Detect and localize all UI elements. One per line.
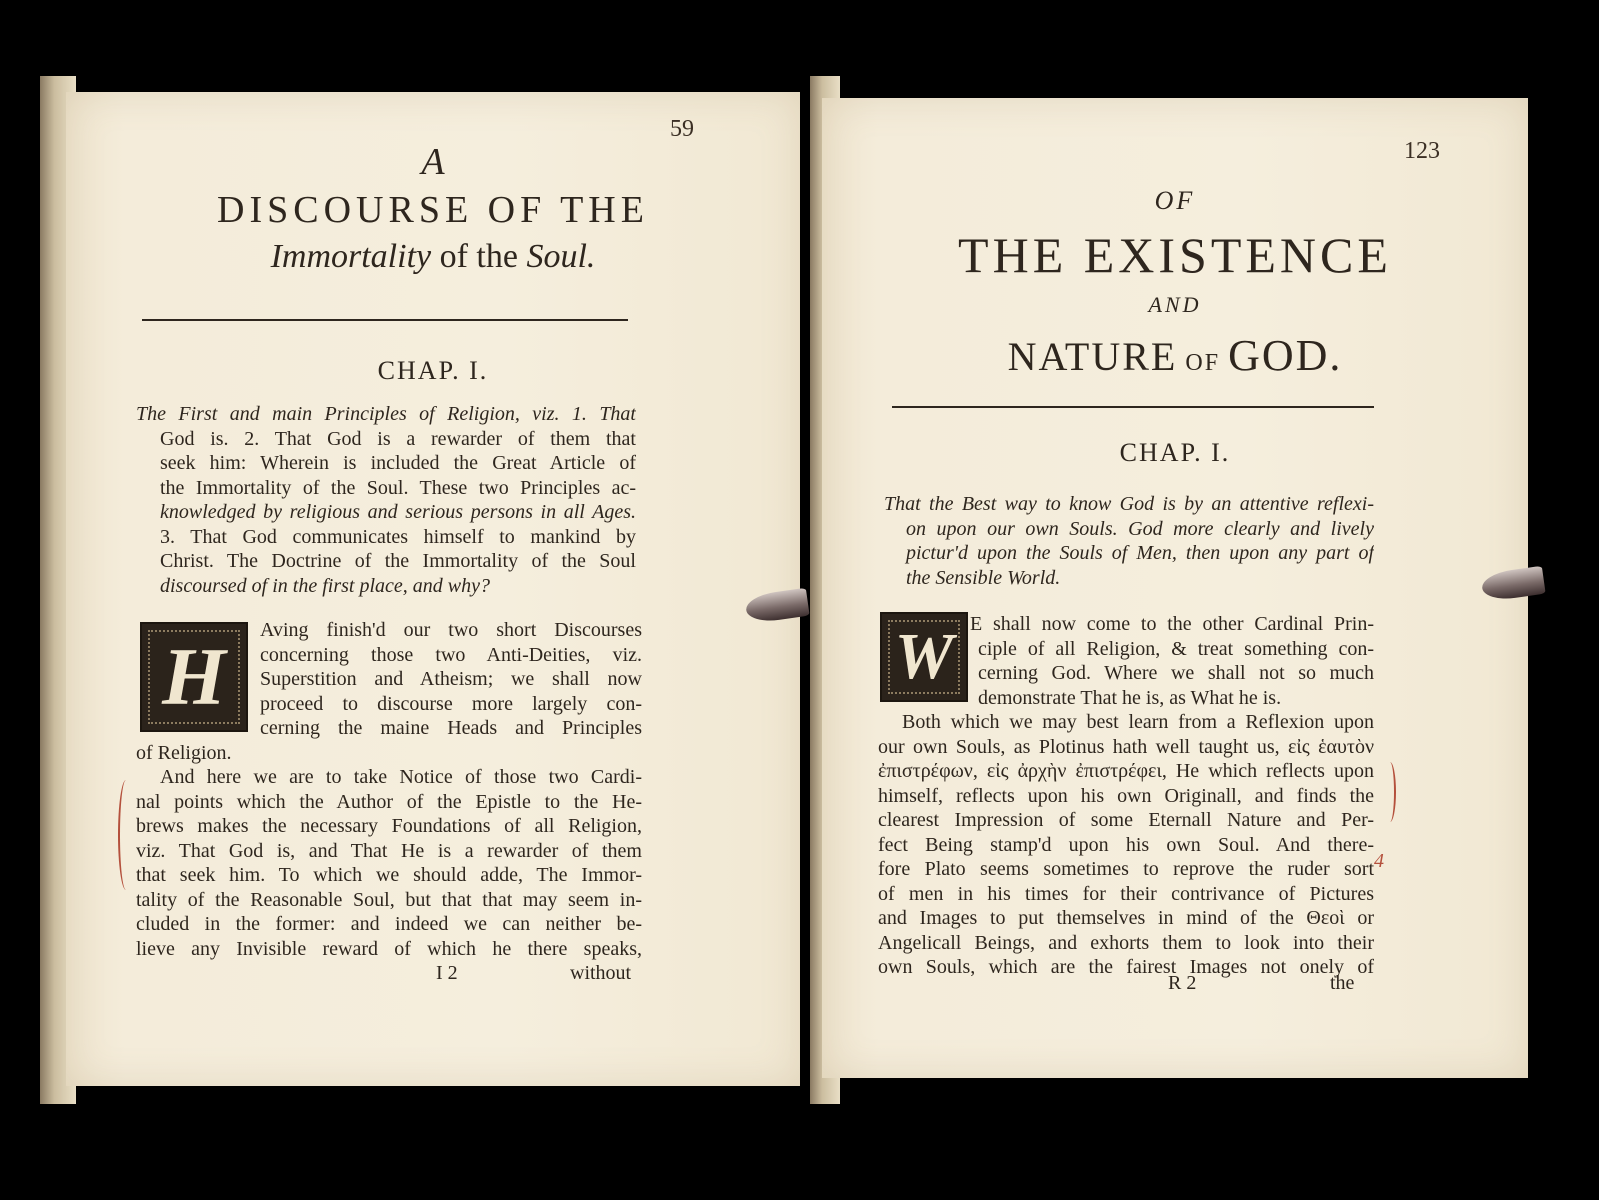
left-body-line: of Religion. xyxy=(136,741,232,764)
right-body-line: ἐπιστρέφων, εἰς ἀρχὴν ἐπιστρέφει, He which reflects upon xyxy=(878,760,1374,782)
right-body-text xyxy=(878,612,1374,980)
left-summary-line: God is. 2. That God is a rewarder of them that xyxy=(160,427,636,450)
left-page xyxy=(66,92,800,1086)
right-body-line: Angelicall Beings, and exhorts them to look into their xyxy=(878,931,1374,954)
right-title-rule xyxy=(892,406,1374,408)
left-body-line: tality of the Reasonable Soul, but that that may seem in- xyxy=(136,888,642,911)
right-pencil-bracket xyxy=(1384,762,1396,822)
right-summary-line: pictur'd upon the Souls of Men, then upon any part of xyxy=(906,542,1374,564)
right-title-of: OF xyxy=(1154,186,1196,215)
right-body-line: and Images to put themselves in mind of the Θεοὶ or xyxy=(878,907,1374,929)
left-body-line: proceed to discourse more largely con- xyxy=(260,692,642,715)
right-summary-line: That the Best way to know God is by an attentive reflexi- xyxy=(884,493,1374,515)
left-summary-line: knowledged by religious and serious persons in all Ages. xyxy=(160,501,636,523)
right-margin-mark: 4 xyxy=(1374,850,1384,872)
left-pencil-bracket xyxy=(118,780,134,890)
right-title-existence: THE EXISTENCE xyxy=(958,227,1392,283)
right-body-line: own Souls, which are the fairest Images not onely of xyxy=(878,956,1374,978)
left-summary-line: Christ. The Doctrine of the Immortality of the Soul xyxy=(160,550,636,572)
left-body-line: Superstition and Atheism; we shall now xyxy=(260,668,642,690)
left-summary-line: seek him: Wherein is included the Great Article of xyxy=(160,452,636,474)
right-body-line: E shall now come to the other Cardinal Prin- xyxy=(970,613,1374,635)
left-body-line: that seek him. To which we should adde, The Immor- xyxy=(136,864,642,886)
left-title-soul: Soul. xyxy=(526,238,596,275)
left-summary-line: The First and main Principles of Religion, viz. 1. That xyxy=(136,403,636,425)
left-title-subtitle xyxy=(66,238,800,276)
left-page-number: 59 xyxy=(670,116,694,142)
right-body-line: demonstrate That he is, as What he is. xyxy=(978,686,1282,709)
right-body-line: our own Souls, as Plotinus hath well taught us, εἰς ἑαυτὸν xyxy=(878,735,1374,758)
right-body-line: clearest Impression of some Eternall Nature and Per- xyxy=(878,809,1374,831)
left-body-line: cluded in the former: and indeed we can neither be- xyxy=(136,913,642,935)
right-summary-line: the Sensible World. xyxy=(906,566,1061,589)
right-title-and: AND xyxy=(1148,292,1202,317)
right-body-line: ciple of all Religion, & treat something con- xyxy=(978,637,1374,660)
left-title-a: A xyxy=(421,141,445,183)
right-body-line: cerning God. Where we shall not so much xyxy=(978,662,1374,684)
right-title-nature: NATURE xyxy=(1007,334,1178,379)
left-body-line: concerning those two Anti-Deities, viz. xyxy=(260,643,642,666)
right-page-number: 123 xyxy=(1404,138,1440,164)
right-title-god: GOD. xyxy=(1228,331,1343,380)
left-body-line: Aving finish'd our two short Discourses xyxy=(260,619,642,641)
right-chapter-summary xyxy=(884,492,1374,590)
left-catchword: without xyxy=(570,962,632,984)
left-chapter-heading: CHAP. I. xyxy=(377,356,489,385)
left-body-line: And here we are to take Notice of those two Cardi- xyxy=(160,766,642,788)
right-title-nature-of-god xyxy=(822,330,1528,381)
right-body-line: fore Plato seems sometimes to reprove the ruder sort xyxy=(878,858,1374,880)
right-body-line: Both which we may best learn from a Reflexion upon xyxy=(902,711,1374,733)
left-signature-mark: I 2 xyxy=(436,962,458,984)
right-title-of-small: OF xyxy=(1177,350,1229,376)
left-dropcap-letter: H xyxy=(162,631,226,722)
left-summary-line: discoursed of in the first place, and why? xyxy=(160,574,490,597)
left-title-of-the: of the xyxy=(431,238,527,275)
left-body-line: cerning the maine Heads and Principles xyxy=(260,717,642,739)
right-catchword: the xyxy=(1330,972,1355,994)
left-body-line: viz. That God is, and That He is a rewarder of them xyxy=(136,839,642,862)
left-body-line: brews makes the necessary Foundations of all Religion, xyxy=(136,815,642,837)
left-chapter-summary xyxy=(136,402,636,598)
left-summary-line: the Immortality of the Soul. These two Principles ac- xyxy=(160,476,636,499)
right-dropcap-letter: W xyxy=(894,620,954,693)
left-title-immortality: Immortality xyxy=(270,238,432,275)
left-body-line: lieve any Invisible reward of which he there speaks, xyxy=(136,937,642,960)
right-body-line: fect Being stamp'd upon his own Soul. And there- xyxy=(878,833,1374,856)
right-body-line: of men in his times for their contrivance of Pictures xyxy=(878,882,1374,905)
left-title-discourse: DISCOURSE OF THE xyxy=(217,189,649,231)
left-summary-line: 3. That God communicates himself to mankind by xyxy=(160,525,636,548)
left-title-rule xyxy=(142,319,628,321)
right-page xyxy=(822,98,1528,1078)
left-body-text xyxy=(136,618,642,961)
right-body-line: himself, reflects upon his own Originall, and finds the xyxy=(878,784,1374,807)
right-chapter-heading: CHAP. I. xyxy=(1119,438,1231,467)
right-summary-line: on upon our own Souls. God more clearly and lively xyxy=(906,517,1374,540)
left-body-line: nal points which the Author of the Epistle to the He- xyxy=(136,790,642,813)
right-signature-mark: R 2 xyxy=(1168,972,1197,994)
